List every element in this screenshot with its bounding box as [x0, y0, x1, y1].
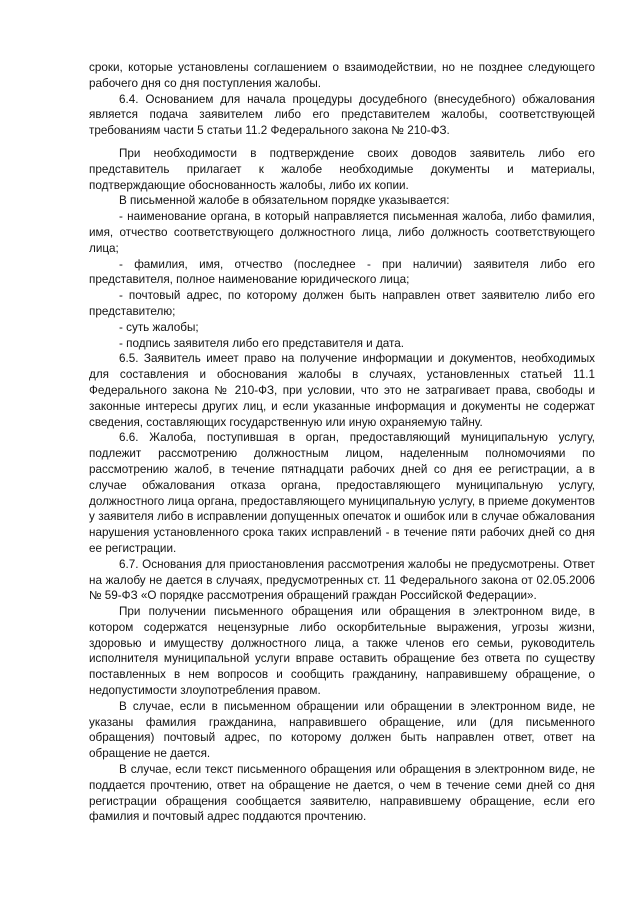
list-item-organ-name: - наименование органа, в который направляется письменная жалоба, либо фамилия, имя, отчество соответствующего должностного лица, либо должность соответствующего лица; — [89, 210, 595, 255]
paragraph-required-fields: В письменной жалобе в обязательном порядке указывается: — [119, 194, 450, 208]
list-item-applicant-name: - фамилия, имя, отчество (последнее - при наличии) заявителя либо его представителя, полное наименование юридического лица; — [89, 257, 595, 287]
paragraph-missing-name: В случае, если в письменном обращении или обращении в электронном виде, не указаны фамилия гражданина, направившего обращение, или (для письменного обращения) почтовый адрес, по которому должен быть направлен ответ, ответ на обращение не дается. — [89, 699, 595, 761]
list-item-complaint-essence: - суть жалобы; — [119, 320, 199, 334]
paragraph-attachments: При необходимости в подтверждение своих доводов заявитель либо его представитель прилагает к жалобе необходимые документы и материалы, подтверждающие обоснованность жалобы, либо их копии. — [89, 146, 595, 192]
paragraph-unreadable-text: В случае, если текст письменного обращения или обращения в электронном виде, не поддается прочтению, ответ на обращение не дается, о чем в течение семи дней со дня регистрации обращения сообщается заявителю, направившему обращение, если его фамилия и почтовый адрес поддаются прочтению. — [89, 763, 595, 824]
paragraph-obscene-content: При получении письменного обращения или обращения в электронном виде, в котором содержатся нецензурные либо оскорбительные выражения, угрозы жизни, здоровью и имуществу должностного лица, а также членов его семьи, руководитель исполнителя муниципальной услуги вправе оставить обращение без ответа по существу поставленных в нем вопросов и сообщить гражданину, направившему обращение, о недопустимости злоупотребления правом. — [89, 605, 595, 698]
paragraph-continuation: сроки, которые установлены соглашением о взаимодействии, но не позднее следующего рабочего дня со дня поступления жалобы. — [89, 61, 595, 90]
document-page — [89, 60, 595, 825]
paragraph-6-5: 6.5. Заявитель имеет право на получение информации и документов, необходимых для составления и обоснования жалобы в случаях, установленных статьей 11.1 Федерального закона № 210-ФЗ, при условии, что это не затрагивает права, свободы и законные интересы других лиц, и если указанные информация и документы не содержат сведения, составляющих государственную или иную охраняемую тайну. — [89, 352, 595, 429]
list-item-postal-address: - почтовый адрес, по которому должен быть направлен ответ заявителю либо его представителю; — [89, 289, 595, 318]
paragraph-6-6: 6.6. Жалоба, поступившая в орган, предоставляющий муниципальную услугу, подлежит рассмотрению должностным лицом, наделенным полномочиями по рассмотрению жалоб, в течение пятнадцати рабочих дней со дня ее регистрации, а в случае обжалования отказа органа, предоставляющего муниципальную услугу, должностного лица органа, предоставляющего муниципальную услугу, в приеме документов у заявителя либо в исправлении допущенных опечаток и ошибок или в случае обжалования нарушения установленного срока таких исправлений - в течение пяти рабочих дней со дня ее регистрации. — [89, 431, 595, 555]
paragraph-6-4: 6.4. Основанием для начала процедуры досудебного (внесудебного) обжалования является подача заявителем либо его представителем жалобы, соответствующей требованиям части 5 статьи 11.2 Федерального закона № 210-ФЗ. — [89, 92, 595, 138]
list-item-signature-date: - подпись заявителя либо его представителя и дата. — [119, 336, 404, 350]
paragraph-6-7: 6.7. Основания для приостановления рассмотрения жалобы не предусмотрены. Ответ на жалобу не дается в случаях, предусмотренных ст. 11 Федерального закона от 02.05.2006 № 59-ФЗ «О порядке рассмотрения обращений граждан Российской Федерации». — [89, 557, 595, 603]
